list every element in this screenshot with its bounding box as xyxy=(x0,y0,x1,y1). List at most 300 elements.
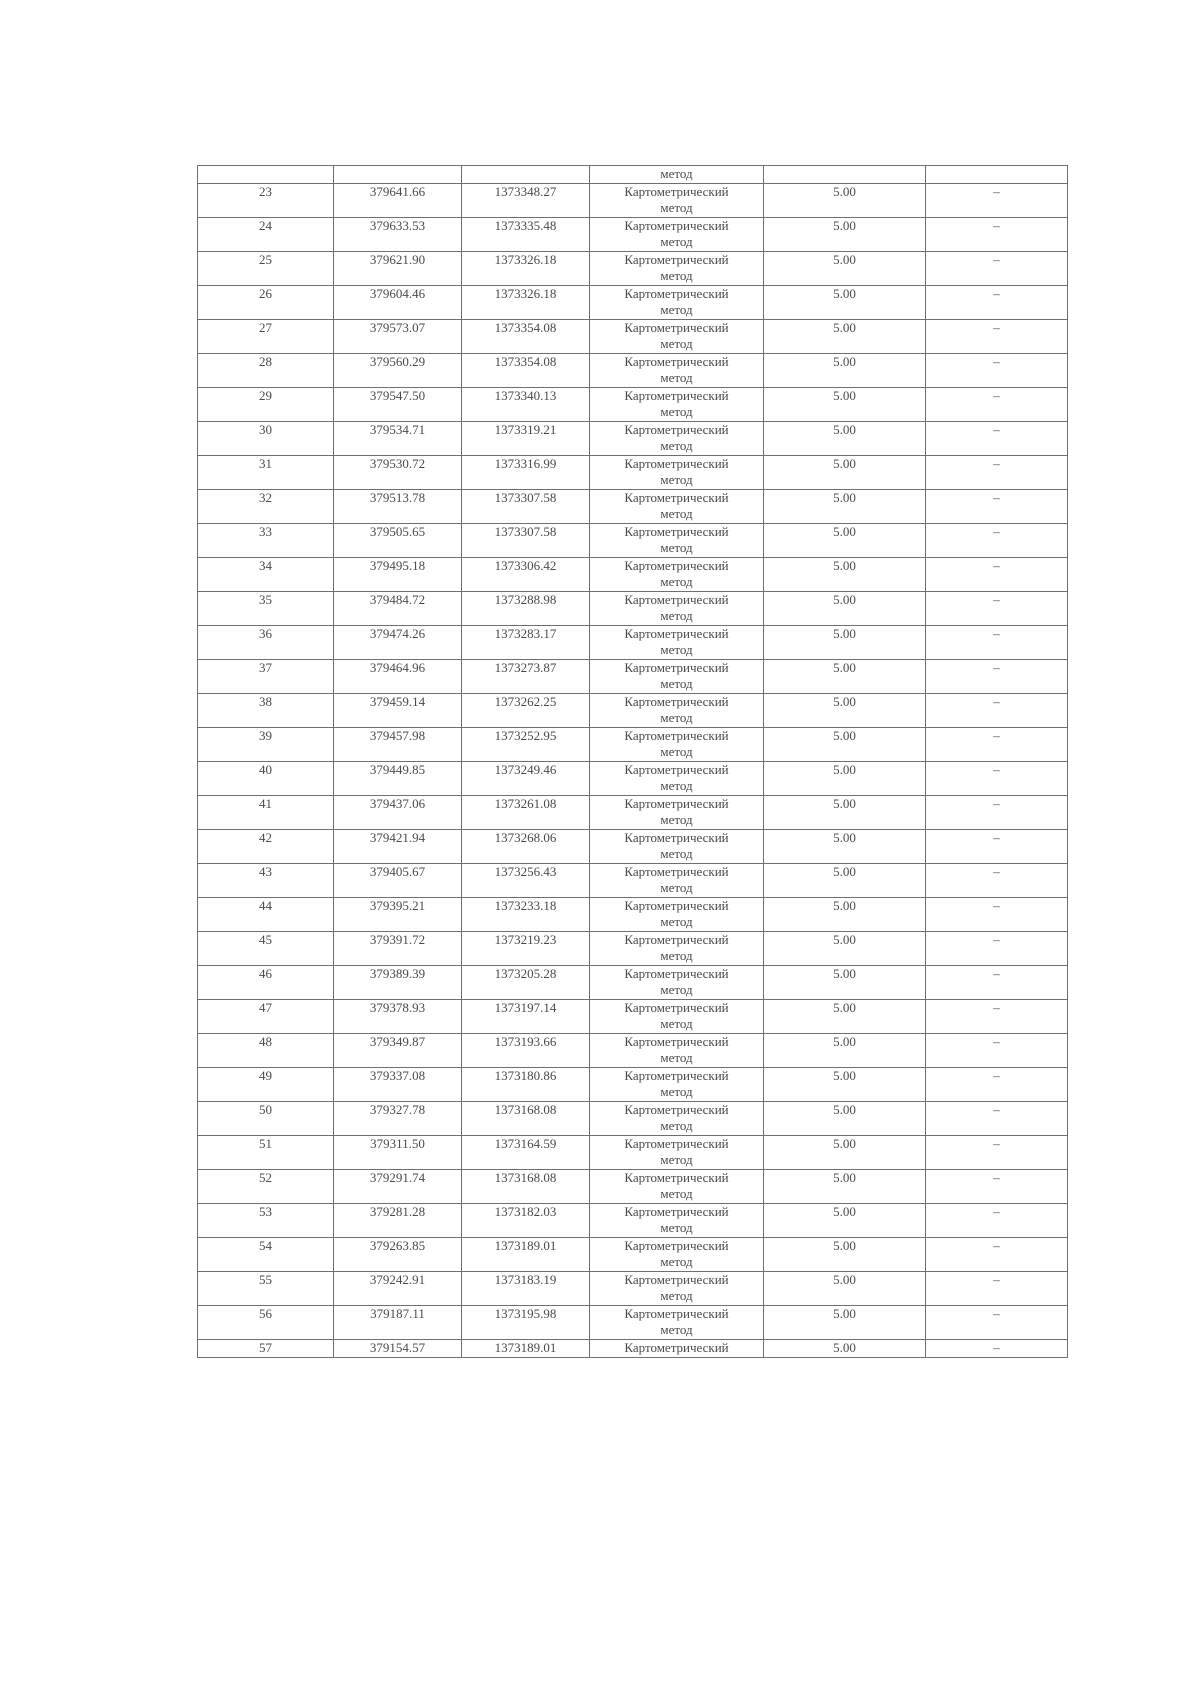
method-line-2: метод xyxy=(660,540,693,555)
cell-x: 379437.06 xyxy=(334,796,462,830)
cell-note: – xyxy=(926,1238,1068,1272)
cell-x: 379457.98 xyxy=(334,728,462,762)
table-row xyxy=(198,252,1068,286)
cell-y: 1373262.25 xyxy=(462,694,590,728)
cell-accuracy: 5.00 xyxy=(764,1238,926,1272)
cell-y: 1373319.21 xyxy=(462,422,590,456)
method-line-1: Картометрический xyxy=(624,592,729,607)
cell-accuracy: 5.00 xyxy=(764,728,926,762)
table-row xyxy=(198,524,1068,558)
cell-number: 33 xyxy=(198,524,334,558)
cell-number: 46 xyxy=(198,966,334,1000)
cell-note: – xyxy=(926,728,1068,762)
method-line-2: метод xyxy=(660,982,693,997)
method-line-2: метод xyxy=(660,1084,693,1099)
method-line-2: метод xyxy=(660,710,693,725)
cell-accuracy: 5.00 xyxy=(764,796,926,830)
cell-number: 29 xyxy=(198,388,334,422)
cell-accuracy: 5.00 xyxy=(764,1306,926,1340)
method-line-1: Картометрический xyxy=(624,320,729,335)
table-row xyxy=(198,184,1068,218)
cell-note: – xyxy=(926,286,1068,320)
cell-accuracy: 5.00 xyxy=(764,218,926,252)
method-line-1: Картометрический xyxy=(624,864,729,879)
cell-accuracy: 5.00 xyxy=(764,762,926,796)
cell-accuracy: 5.00 xyxy=(764,1340,926,1358)
cell-note: – xyxy=(926,1102,1068,1136)
cell-number: 34 xyxy=(198,558,334,592)
table-row xyxy=(198,1000,1068,1034)
method-line-2: метод xyxy=(660,1186,693,1201)
cell-method xyxy=(590,558,764,592)
cell-number: 53 xyxy=(198,1204,334,1238)
cell-accuracy: 5.00 xyxy=(764,388,926,422)
cell-method xyxy=(590,388,764,422)
cell-x: 379391.72 xyxy=(334,932,462,966)
cell-method xyxy=(590,932,764,966)
cell-x: 379534.71 xyxy=(334,422,462,456)
method-line-2: метод xyxy=(660,1152,693,1167)
cell-note: – xyxy=(926,626,1068,660)
cell-x: 379621.90 xyxy=(334,252,462,286)
cell-number: 41 xyxy=(198,796,334,830)
cell-x: 379459.14 xyxy=(334,694,462,728)
method-line-2: метод xyxy=(660,1254,693,1269)
method-line-1: Картометрический xyxy=(624,1204,729,1219)
cell-x: 379633.53 xyxy=(334,218,462,252)
cell-number: 57 xyxy=(198,1340,334,1358)
cell-note: – xyxy=(926,422,1068,456)
method-line-2: метод xyxy=(660,642,693,657)
cell-method xyxy=(590,524,764,558)
cell-accuracy: 5.00 xyxy=(764,1136,926,1170)
cell-accuracy: 5.00 xyxy=(764,490,926,524)
cell-accuracy: 5.00 xyxy=(764,1034,926,1068)
method-line-2: метод xyxy=(660,1288,693,1303)
cell-note xyxy=(926,166,1068,184)
cell-number: 51 xyxy=(198,1136,334,1170)
cell-accuracy: 5.00 xyxy=(764,354,926,388)
table-row xyxy=(198,1204,1068,1238)
cell-accuracy: 5.00 xyxy=(764,660,926,694)
cell-note: – xyxy=(926,456,1068,490)
cell-x: 379389.39 xyxy=(334,966,462,1000)
method-line-2: метод xyxy=(660,846,693,861)
cell-note: – xyxy=(926,898,1068,932)
method-line-2: метод xyxy=(660,200,693,215)
cell-number: 42 xyxy=(198,830,334,864)
cell-y xyxy=(462,166,590,184)
cell-note: – xyxy=(926,388,1068,422)
cell-accuracy: 5.00 xyxy=(764,252,926,286)
cell-accuracy: 5.00 xyxy=(764,932,926,966)
cell-method xyxy=(590,864,764,898)
method-line-2: метод xyxy=(660,948,693,963)
cell-y: 1373261.08 xyxy=(462,796,590,830)
cell-x: 379530.72 xyxy=(334,456,462,490)
cell-y: 1373189.01 xyxy=(462,1238,590,1272)
cell-note: – xyxy=(926,966,1068,1000)
method-line-1: Картометрический xyxy=(624,694,729,709)
cell-method xyxy=(590,422,764,456)
cell-method xyxy=(590,796,764,830)
cell-y: 1373195.98 xyxy=(462,1306,590,1340)
cell-y: 1373306.42 xyxy=(462,558,590,592)
cell-method xyxy=(590,728,764,762)
cell-x: 379505.65 xyxy=(334,524,462,558)
method-line-1: Картометрический xyxy=(624,932,729,947)
cell-x: 379547.50 xyxy=(334,388,462,422)
method-line-1: Картометрический xyxy=(624,1034,729,1049)
cell-y: 1373307.58 xyxy=(462,490,590,524)
cell-note: – xyxy=(926,864,1068,898)
method-line-1: Картометрический xyxy=(624,796,729,811)
coordinates-table xyxy=(197,165,1068,1358)
method-line-1: Картометрический xyxy=(624,762,729,777)
cell-number: 43 xyxy=(198,864,334,898)
table-row xyxy=(198,626,1068,660)
cell-accuracy: 5.00 xyxy=(764,320,926,354)
method-line-1: Картометрический xyxy=(624,524,729,539)
method-line-1: Картометрический xyxy=(624,456,729,471)
method-line-1: Картометрический xyxy=(624,558,729,573)
cell-x: 379474.26 xyxy=(334,626,462,660)
cell-x: 379378.93 xyxy=(334,1000,462,1034)
cell-accuracy: 5.00 xyxy=(764,184,926,218)
cell-note: – xyxy=(926,524,1068,558)
cell-y: 1373164.59 xyxy=(462,1136,590,1170)
method-line-1: Картометрический xyxy=(624,490,729,505)
cell-method xyxy=(590,966,764,1000)
continuation-row xyxy=(198,166,1068,184)
table-row xyxy=(198,932,1068,966)
table-row xyxy=(198,592,1068,626)
method-line-1: Картометрический xyxy=(624,1102,729,1117)
cell-note: – xyxy=(926,694,1068,728)
cell-method xyxy=(590,320,764,354)
table-row-last xyxy=(198,1340,1068,1358)
table-row xyxy=(198,1034,1068,1068)
cell-y: 1373168.08 xyxy=(462,1170,590,1204)
cell-method xyxy=(590,694,764,728)
cell-method xyxy=(590,660,764,694)
cell-accuracy: 5.00 xyxy=(764,1272,926,1306)
cell-note: – xyxy=(926,252,1068,286)
cell-accuracy: 5.00 xyxy=(764,422,926,456)
cell-note: – xyxy=(926,354,1068,388)
cell-y: 1373249.46 xyxy=(462,762,590,796)
method-line-1: Картометрический xyxy=(624,966,729,981)
method-line-1: Картометрический xyxy=(624,830,729,845)
coordinates-table-body xyxy=(198,166,1068,1358)
method-line-2: метод xyxy=(660,506,693,521)
table-row xyxy=(198,864,1068,898)
cell-number: 26 xyxy=(198,286,334,320)
cell-x: 379281.28 xyxy=(334,1204,462,1238)
cell-x: 379311.50 xyxy=(334,1136,462,1170)
cell-method xyxy=(590,184,764,218)
cell-method xyxy=(590,1000,764,1034)
method-line-2: метод xyxy=(660,1220,693,1235)
cell-number: 28 xyxy=(198,354,334,388)
method-line-1: Картометрический xyxy=(624,898,729,913)
cell-accuracy xyxy=(764,166,926,184)
cell-x: 379641.66 xyxy=(334,184,462,218)
cell-y: 1373354.08 xyxy=(462,320,590,354)
method-line-2: метод xyxy=(660,1050,693,1065)
cell-x: 379421.94 xyxy=(334,830,462,864)
method-line-1: Картометрический xyxy=(624,218,729,233)
cell-number: 56 xyxy=(198,1306,334,1340)
cell-number: 47 xyxy=(198,1000,334,1034)
cell-number: 25 xyxy=(198,252,334,286)
cell-accuracy: 5.00 xyxy=(764,286,926,320)
cell-number: 36 xyxy=(198,626,334,660)
cell-number: 50 xyxy=(198,1102,334,1136)
cell-method xyxy=(590,898,764,932)
table-row xyxy=(198,762,1068,796)
cell-method xyxy=(590,830,764,864)
method-line-1: Картометрический xyxy=(624,728,729,743)
cell-x: 379337.08 xyxy=(334,1068,462,1102)
method-line-1: Картометрический xyxy=(624,1000,729,1015)
cell-y: 1373326.18 xyxy=(462,252,590,286)
table-row xyxy=(198,1272,1068,1306)
table-row xyxy=(198,456,1068,490)
cell-x xyxy=(334,166,462,184)
cell-method xyxy=(590,1238,764,1272)
table-row xyxy=(198,558,1068,592)
method-line-2: метод xyxy=(660,234,693,249)
cell-method xyxy=(590,252,764,286)
cell-y: 1373182.03 xyxy=(462,1204,590,1238)
cell-method xyxy=(590,1068,764,1102)
cell-number: 27 xyxy=(198,320,334,354)
cell-x: 379484.72 xyxy=(334,592,462,626)
method-line-1: Картометрический xyxy=(624,184,729,199)
method-line-1: Картометрический xyxy=(624,1272,729,1287)
cell-x: 379263.85 xyxy=(334,1238,462,1272)
cell-method xyxy=(590,626,764,660)
method-line-1: Картометрический xyxy=(624,1306,729,1321)
method-line-2: метод xyxy=(660,812,693,827)
cell-y: 1373283.17 xyxy=(462,626,590,660)
table-row xyxy=(198,966,1068,1000)
cell-accuracy: 5.00 xyxy=(764,966,926,1000)
cell-number: 32 xyxy=(198,490,334,524)
cell-note: – xyxy=(926,1340,1068,1358)
cell-number: 44 xyxy=(198,898,334,932)
method-line-2: метод xyxy=(660,676,693,691)
method-line-1: Картометрический xyxy=(624,252,729,267)
cell-accuracy: 5.00 xyxy=(764,1068,926,1102)
table-row xyxy=(198,490,1068,524)
cell-note: – xyxy=(926,490,1068,524)
cell-x: 379154.57 xyxy=(334,1340,462,1358)
cell-y: 1373316.99 xyxy=(462,456,590,490)
method-line-2: метод xyxy=(660,472,693,487)
cell-number: 24 xyxy=(198,218,334,252)
table-row xyxy=(198,694,1068,728)
cell-method xyxy=(590,762,764,796)
table-row xyxy=(198,660,1068,694)
table-row xyxy=(198,898,1068,932)
cell-x: 379464.96 xyxy=(334,660,462,694)
cell-method xyxy=(590,286,764,320)
cell-method xyxy=(590,1306,764,1340)
cell-accuracy: 5.00 xyxy=(764,558,926,592)
cell-note: – xyxy=(926,1170,1068,1204)
method-line-1: Картометрический xyxy=(624,1170,729,1185)
cell-method xyxy=(590,354,764,388)
cell-number: 52 xyxy=(198,1170,334,1204)
table-row xyxy=(198,1102,1068,1136)
method-line-2: метод xyxy=(660,336,693,351)
cell-accuracy: 5.00 xyxy=(764,898,926,932)
cell-note: – xyxy=(926,932,1068,966)
method-line-2: метод xyxy=(660,1016,693,1031)
cell-y: 1373273.87 xyxy=(462,660,590,694)
cell-x: 379604.46 xyxy=(334,286,462,320)
cell-method: Картометрический xyxy=(590,1340,764,1358)
cell-note: – xyxy=(926,184,1068,218)
cell-number: 40 xyxy=(198,762,334,796)
cell-accuracy: 5.00 xyxy=(764,1000,926,1034)
cell-y: 1373326.18 xyxy=(462,286,590,320)
cell-note: – xyxy=(926,592,1068,626)
method-line-2: метод xyxy=(660,268,693,283)
cell-number: 54 xyxy=(198,1238,334,1272)
table-row xyxy=(198,422,1068,456)
cell-x: 379242.91 xyxy=(334,1272,462,1306)
cell-y: 1373354.08 xyxy=(462,354,590,388)
cell-y: 1373219.23 xyxy=(462,932,590,966)
cell-note: – xyxy=(926,1272,1068,1306)
table-row xyxy=(198,354,1068,388)
method-line-1: Картометрический xyxy=(624,1068,729,1083)
cell-accuracy: 5.00 xyxy=(764,830,926,864)
cell-x: 379291.74 xyxy=(334,1170,462,1204)
cell-accuracy: 5.00 xyxy=(764,864,926,898)
table-row xyxy=(198,388,1068,422)
cell-note: – xyxy=(926,1136,1068,1170)
method-line-2: метод xyxy=(660,744,693,759)
cell-method: метод xyxy=(590,166,764,184)
table-row xyxy=(198,830,1068,864)
cell-number: 31 xyxy=(198,456,334,490)
cell-note: – xyxy=(926,830,1068,864)
method-line-2: метод xyxy=(660,574,693,589)
cell-y: 1373205.28 xyxy=(462,966,590,1000)
cell-accuracy: 5.00 xyxy=(764,456,926,490)
method-line-2: метод xyxy=(660,404,693,419)
cell-y: 1373183.19 xyxy=(462,1272,590,1306)
table-row xyxy=(198,286,1068,320)
method-line-1: Картометрический xyxy=(624,354,729,369)
cell-method xyxy=(590,490,764,524)
cell-y: 1373268.06 xyxy=(462,830,590,864)
cell-number: 23 xyxy=(198,184,334,218)
cell-x: 379405.67 xyxy=(334,864,462,898)
cell-y: 1373193.66 xyxy=(462,1034,590,1068)
cell-accuracy: 5.00 xyxy=(764,524,926,558)
cell-accuracy: 5.00 xyxy=(764,626,926,660)
cell-method xyxy=(590,456,764,490)
cell-note: – xyxy=(926,796,1068,830)
method-line-1: Картометрический xyxy=(624,388,729,403)
cell-y: 1373197.14 xyxy=(462,1000,590,1034)
cell-method xyxy=(590,218,764,252)
cell-x: 379327.78 xyxy=(334,1102,462,1136)
cell-number: 45 xyxy=(198,932,334,966)
cell-note: – xyxy=(926,558,1068,592)
cell-y: 1373168.08 xyxy=(462,1102,590,1136)
cell-note: – xyxy=(926,660,1068,694)
method-line-2: метод xyxy=(660,438,693,453)
cell-x: 379573.07 xyxy=(334,320,462,354)
cell-accuracy: 5.00 xyxy=(764,694,926,728)
method-line-2: метод xyxy=(660,370,693,385)
cell-note: – xyxy=(926,1204,1068,1238)
cell-accuracy: 5.00 xyxy=(764,592,926,626)
table-row xyxy=(198,1306,1068,1340)
method-line-1: Картометрический xyxy=(624,422,729,437)
cell-y: 1373256.43 xyxy=(462,864,590,898)
cell-y: 1373340.13 xyxy=(462,388,590,422)
cell-note: – xyxy=(926,320,1068,354)
cell-method xyxy=(590,1034,764,1068)
table-row xyxy=(198,1170,1068,1204)
table-row xyxy=(198,1068,1068,1102)
cell-x: 379449.85 xyxy=(334,762,462,796)
method-line-1: Картометрический xyxy=(624,1136,729,1151)
cell-accuracy: 5.00 xyxy=(764,1102,926,1136)
cell-accuracy: 5.00 xyxy=(764,1204,926,1238)
cell-method xyxy=(590,1272,764,1306)
cell-number: 35 xyxy=(198,592,334,626)
cell-y: 1373189.01 xyxy=(462,1340,590,1358)
cell-y: 1373180.86 xyxy=(462,1068,590,1102)
cell-method xyxy=(590,1136,764,1170)
table-row xyxy=(198,218,1068,252)
method-line-2: метод xyxy=(660,914,693,929)
cell-x: 379560.29 xyxy=(334,354,462,388)
cell-number xyxy=(198,166,334,184)
cell-y: 1373252.95 xyxy=(462,728,590,762)
method-line-2: метод xyxy=(660,302,693,317)
cell-note: – xyxy=(926,1306,1068,1340)
cell-number: 30 xyxy=(198,422,334,456)
cell-note: – xyxy=(926,1000,1068,1034)
method-line-1: Картометрический xyxy=(624,286,729,301)
table-row xyxy=(198,728,1068,762)
cell-x: 379513.78 xyxy=(334,490,462,524)
cell-number: 38 xyxy=(198,694,334,728)
cell-number: 55 xyxy=(198,1272,334,1306)
table-row xyxy=(198,1136,1068,1170)
cell-x: 379349.87 xyxy=(334,1034,462,1068)
table-row xyxy=(198,320,1068,354)
table-row xyxy=(198,796,1068,830)
method-line-2: метод xyxy=(660,880,693,895)
cell-y: 1373288.98 xyxy=(462,592,590,626)
cell-number: 39 xyxy=(198,728,334,762)
cell-accuracy: 5.00 xyxy=(764,1170,926,1204)
cell-x: 379187.11 xyxy=(334,1306,462,1340)
cell-y: 1373348.27 xyxy=(462,184,590,218)
cell-note: – xyxy=(926,1068,1068,1102)
cell-number: 49 xyxy=(198,1068,334,1102)
